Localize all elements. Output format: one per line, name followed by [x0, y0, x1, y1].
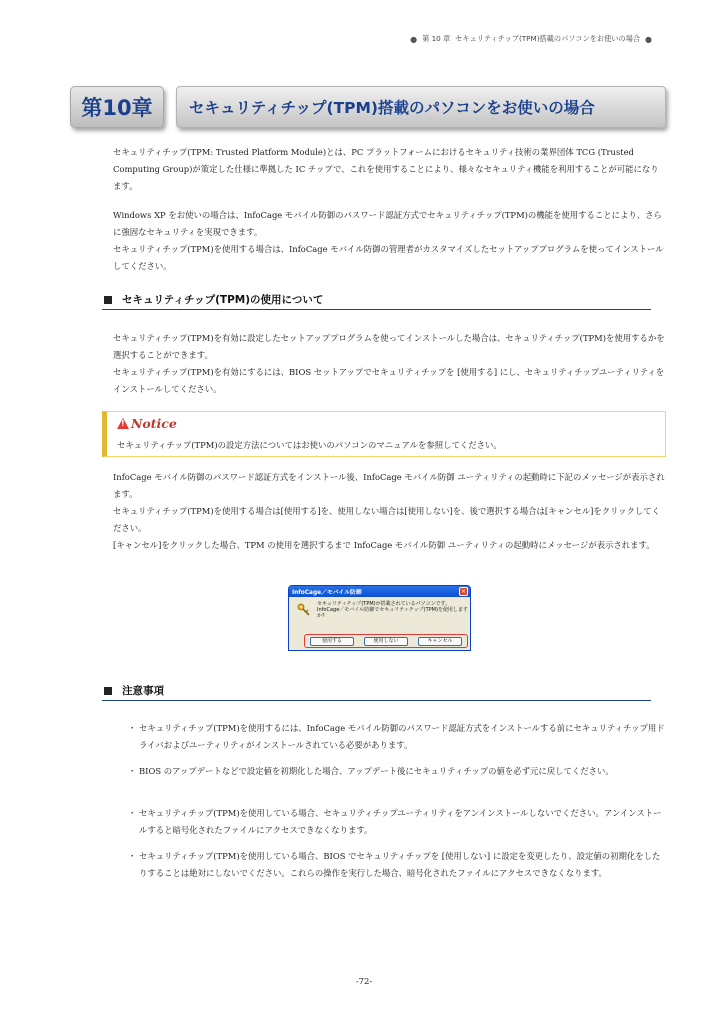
list-bullet: ・: [128, 766, 137, 776]
section-heading-tpm-usage: [102, 290, 651, 310]
section1-after-paragraph-1: InfoCage モバイル防御のパスワード認証方式をインストール後、InfoCage モバイル防御 ユーティリティの起動時に下記のメッセージが表示されます。: [113, 472, 665, 499]
use-button[interactable]: 使用する: [310, 637, 354, 646]
section1-after-paragraph-2: セキュリティチップ(TPM)を使用する場合は[使用する]を、使用しない場合は[使用しない]を、後で選択する場合は[キャンセル]をクリックしてください。: [113, 506, 661, 533]
notice-text: セキュリティチップ(TPM)の設定方法についてはお使いのパソコンのマニュアルを参照してください。: [117, 440, 502, 450]
notice-title-text: Notice: [131, 416, 177, 431]
list-item: [128, 720, 668, 754]
cancel-button[interactable]: キャンセル: [418, 637, 462, 646]
notice-box: [102, 411, 666, 457]
page-number: -72-: [355, 977, 373, 987]
warning-icon: [117, 418, 129, 429]
close-icon: ×: [460, 588, 467, 595]
section1-paragraph-2: セキュリティチップ(TPM)を有効にするには、BIOS セットアップでセキュリティチップを [使用する] にし、セキュリティチップユーティリティをインストールしてください。: [113, 367, 665, 394]
key-icon: [297, 603, 311, 617]
intro-paragraph-3: セキュリティチップ(TPM)を使用する場合は、InfoCage モバイル防御の管理者がカスタマイズしたセットアッププログラムを使ってインストールしてください。: [113, 244, 664, 271]
list-item: [128, 805, 668, 839]
notice-title: [117, 416, 177, 431]
tpm-confirm-dialog-screenshot: [288, 585, 471, 651]
list-item-text: セキュリティチップ(TPM)を使用している場合、セキュリティチップユーティリティをアンインストールしないでください。アンインストールすると暗号化されたファイルにアクセスできなくなります。: [139, 808, 662, 835]
running-header-chapter: 第 10 章: [422, 34, 451, 43]
list-item-text: BIOS のアップデートなどで設定値を初期化した場合、アップデート後にセキュリティチップの値を必ず元に戻してください。: [139, 766, 614, 776]
square-bullet-icon: [104, 687, 112, 695]
list-item-text: セキュリティチップ(TPM)を使用するには、InfoCage モバイル防御のパスワード認証方式をインストールする前にセキュリティチップ用ドライバおよびユーティリティがインストールされている必要があります。: [139, 723, 665, 750]
list-bullet: ・: [128, 808, 137, 818]
section-heading-precautions: [102, 681, 651, 701]
list-item: [128, 763, 668, 780]
section1-after-paragraph-3: [キャンセル]をクリックした場合、TPM の使用を選択するまで InfoCage モバイル防御 ユーティリティの起動時にメッセージが表示されます。: [113, 540, 655, 550]
list-item: [128, 848, 668, 882]
running-header-title: セキュリティチップ(TPM)搭載のパソコンをお使いの場合: [455, 34, 641, 43]
chapter-number-tab: 第10章: [70, 86, 164, 128]
list-bullet: ・: [128, 723, 137, 733]
dialog-title: InfoCage／モバイル防御: [289, 586, 470, 597]
square-bullet-icon: [104, 296, 112, 304]
list-bullet: ・: [128, 851, 137, 861]
intro-paragraph-1: セキュリティチップ(TPM: Trusted Platform Module)とは、PC プラットフォームにおけるセキュリティ技術の業界団体 TCG (Trusted Computing Group)が策定した仕様に準拠した IC チップで、これを使用することにより、様々なセキュリティ機能を利用することが可能になります。: [113, 147, 659, 191]
running-header: [410, 34, 652, 44]
chapter-title: セキュリティチップ(TPM)搭載のパソコンをお使いの場合: [176, 86, 666, 128]
intro-paragraph-2: Windows XP をお使いの場合は、InfoCage モバイル防御のパスワード認証方式でセキュリティチップ(TPM)の機能を使用することにより、さらに強固なセキュリティを実現できます。: [113, 210, 662, 237]
list-item-text: セキュリティチップ(TPM)を使用している場合、BIOS でセキュリティチップを [使用しない] に設定を変更したり、設定値の初期化をしたりすることは絶対にしないでください。これらの操作を実行した場合、暗号化されたファイルにアクセスできなくなります。: [139, 851, 661, 878]
not-use-button[interactable]: 使用しない: [364, 637, 408, 646]
dialog-message: セキュリティチップ(TPM)が搭載されているパソコンです。InfoCage／モバイル防御でセキュリティチップ(TPM)を使用しますか?: [317, 601, 468, 619]
section1-paragraph-1: セキュリティチップ(TPM)を有効に設定したセットアッププログラムを使ってインストールした場合は、セキュリティチップ(TPM)を使用するかを選択することができます。: [113, 333, 665, 360]
section-heading-text: セキュリティチップ(TPM)の使用について: [122, 294, 324, 306]
bullet-dot-icon: ●: [645, 34, 652, 44]
dialog-button-group: [304, 634, 468, 648]
bullet-dot-icon: ●: [410, 34, 418, 44]
section-heading-text: 注意事項: [122, 685, 164, 697]
